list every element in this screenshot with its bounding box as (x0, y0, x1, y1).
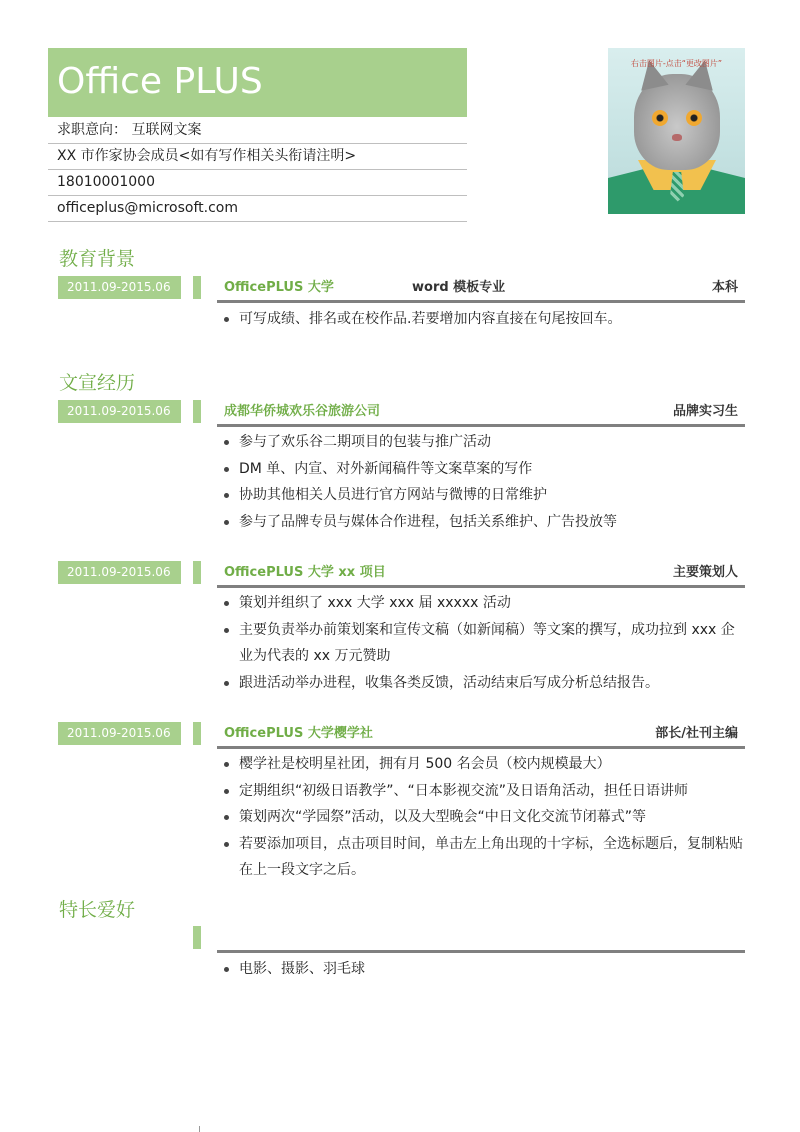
position[interactable]: 品牌实习生 (672, 404, 738, 419)
accent-bar (193, 926, 201, 949)
date-badge[interactable]: 2011.09-2015.06 (58, 722, 181, 745)
phone-row (48, 170, 467, 196)
list-item[interactable]: 若要添加项目，点击项目时间，单击左上角出现的十字标，全选标题后，复制粘贴在上一段文字之后。 (222, 831, 747, 884)
club-name[interactable]: OfficePLUS 大学樱学社 (224, 726, 373, 741)
major[interactable]: word 模板专业 (412, 280, 506, 295)
photo-caption: 右击图片-点击“更改图片” (630, 59, 723, 68)
list-item[interactable]: 电影、摄影、羽毛球 (222, 956, 747, 983)
section-title-experience[interactable]: 文宣经历 (59, 372, 136, 394)
candidate-name[interactable]: Office PLUS (57, 61, 263, 102)
honorary-title[interactable]: XX 市作家协会成员<如有写作相关头衔请注明> (57, 148, 357, 164)
title-row (48, 144, 467, 170)
date-badge[interactable]: 2011.09-2015.06 (58, 561, 181, 584)
experience-bullets (222, 429, 747, 535)
date-badge[interactable]: 2011.09-2015.06 (58, 400, 181, 423)
text-cursor (199, 1126, 200, 1132)
accent-bar (193, 276, 201, 299)
date-badge[interactable]: 2011.09-2015.06 (58, 276, 181, 299)
company-name[interactable]: 成都华侨城欢乐谷旅游公司 (224, 404, 381, 419)
list-item[interactable]: 策划并组织了 xxx 大学 xxx 届 xxxxx 活动 (222, 590, 747, 617)
list-item[interactable]: DM 单、内宣、对外新闻稿件等文案草案的写作 (222, 456, 747, 483)
job-intent-row (48, 118, 467, 144)
list-item[interactable]: 参与了品牌专员与媒体合作进程，包括关系维护、广告投放等 (222, 509, 747, 536)
list-item[interactable]: 可写成绩、排名或在校作品.若要增加内容直接在句尾按回车。 (222, 306, 747, 333)
section-title-education[interactable]: 教育背景 (59, 248, 136, 270)
experience-bullets (222, 590, 747, 696)
entry-header (217, 276, 745, 303)
name-banner (48, 48, 467, 117)
cat-portrait-icon (634, 74, 720, 170)
project-name[interactable]: OfficePLUS 大学 xx 项目 (224, 565, 386, 580)
nose (672, 134, 682, 141)
entry-header (217, 400, 745, 427)
entry-header (217, 561, 745, 588)
accent-bar (193, 722, 201, 745)
list-item[interactable]: 定期组织“初级日语教学”、“日本影视交流”及日语角活动，担任日语讲师 (222, 778, 747, 805)
degree[interactable]: 本科 (711, 280, 738, 295)
email-address[interactable]: officeplus@microsoft.com (57, 200, 238, 216)
position[interactable]: 主要策划人 (672, 565, 738, 580)
accent-bar (193, 400, 201, 423)
phone-number[interactable]: 18010001000 (57, 174, 155, 190)
eye-right (686, 110, 702, 126)
list-item[interactable]: 主要负责举办前策划案和宣传文稿（如新闻稿）等文案的撰写，成功拉到 xxx 企业为代表的 xx 万元赞助 (222, 617, 747, 670)
profile-photo[interactable] (608, 48, 745, 214)
accent-bar (193, 561, 201, 584)
list-item[interactable]: 跟进活动举办进程，收集各类反馈，活动结束后写成分析总结报告。 (222, 670, 747, 697)
list-item[interactable]: 参与了欢乐谷二期项目的包装与推广活动 (222, 429, 747, 456)
entry-header (217, 926, 745, 953)
hobbies-bullets (222, 956, 747, 983)
position[interactable]: 部长/社刊主编 (655, 726, 738, 741)
section-title-hobbies[interactable]: 特长爱好 (59, 899, 136, 921)
experience-bullets (222, 751, 747, 884)
email-row (48, 196, 467, 222)
education-bullets (222, 306, 747, 333)
list-item[interactable]: 樱学社是校明星社团，拥有月 500 名会员（校内规模最大） (222, 751, 747, 778)
list-item[interactable]: 策划两次“学园祭”活动，以及大型晚会“中日文化交流节闭幕式”等 (222, 804, 747, 831)
job-intent[interactable]: 求职意向： 互联网文案 (57, 122, 202, 138)
school-name[interactable]: OfficePLUS 大学 (224, 280, 334, 295)
list-item[interactable]: 协助其他相关人员进行官方网站与微博的日常维护 (222, 482, 747, 509)
entry-header (217, 722, 745, 749)
eye-left (652, 110, 668, 126)
